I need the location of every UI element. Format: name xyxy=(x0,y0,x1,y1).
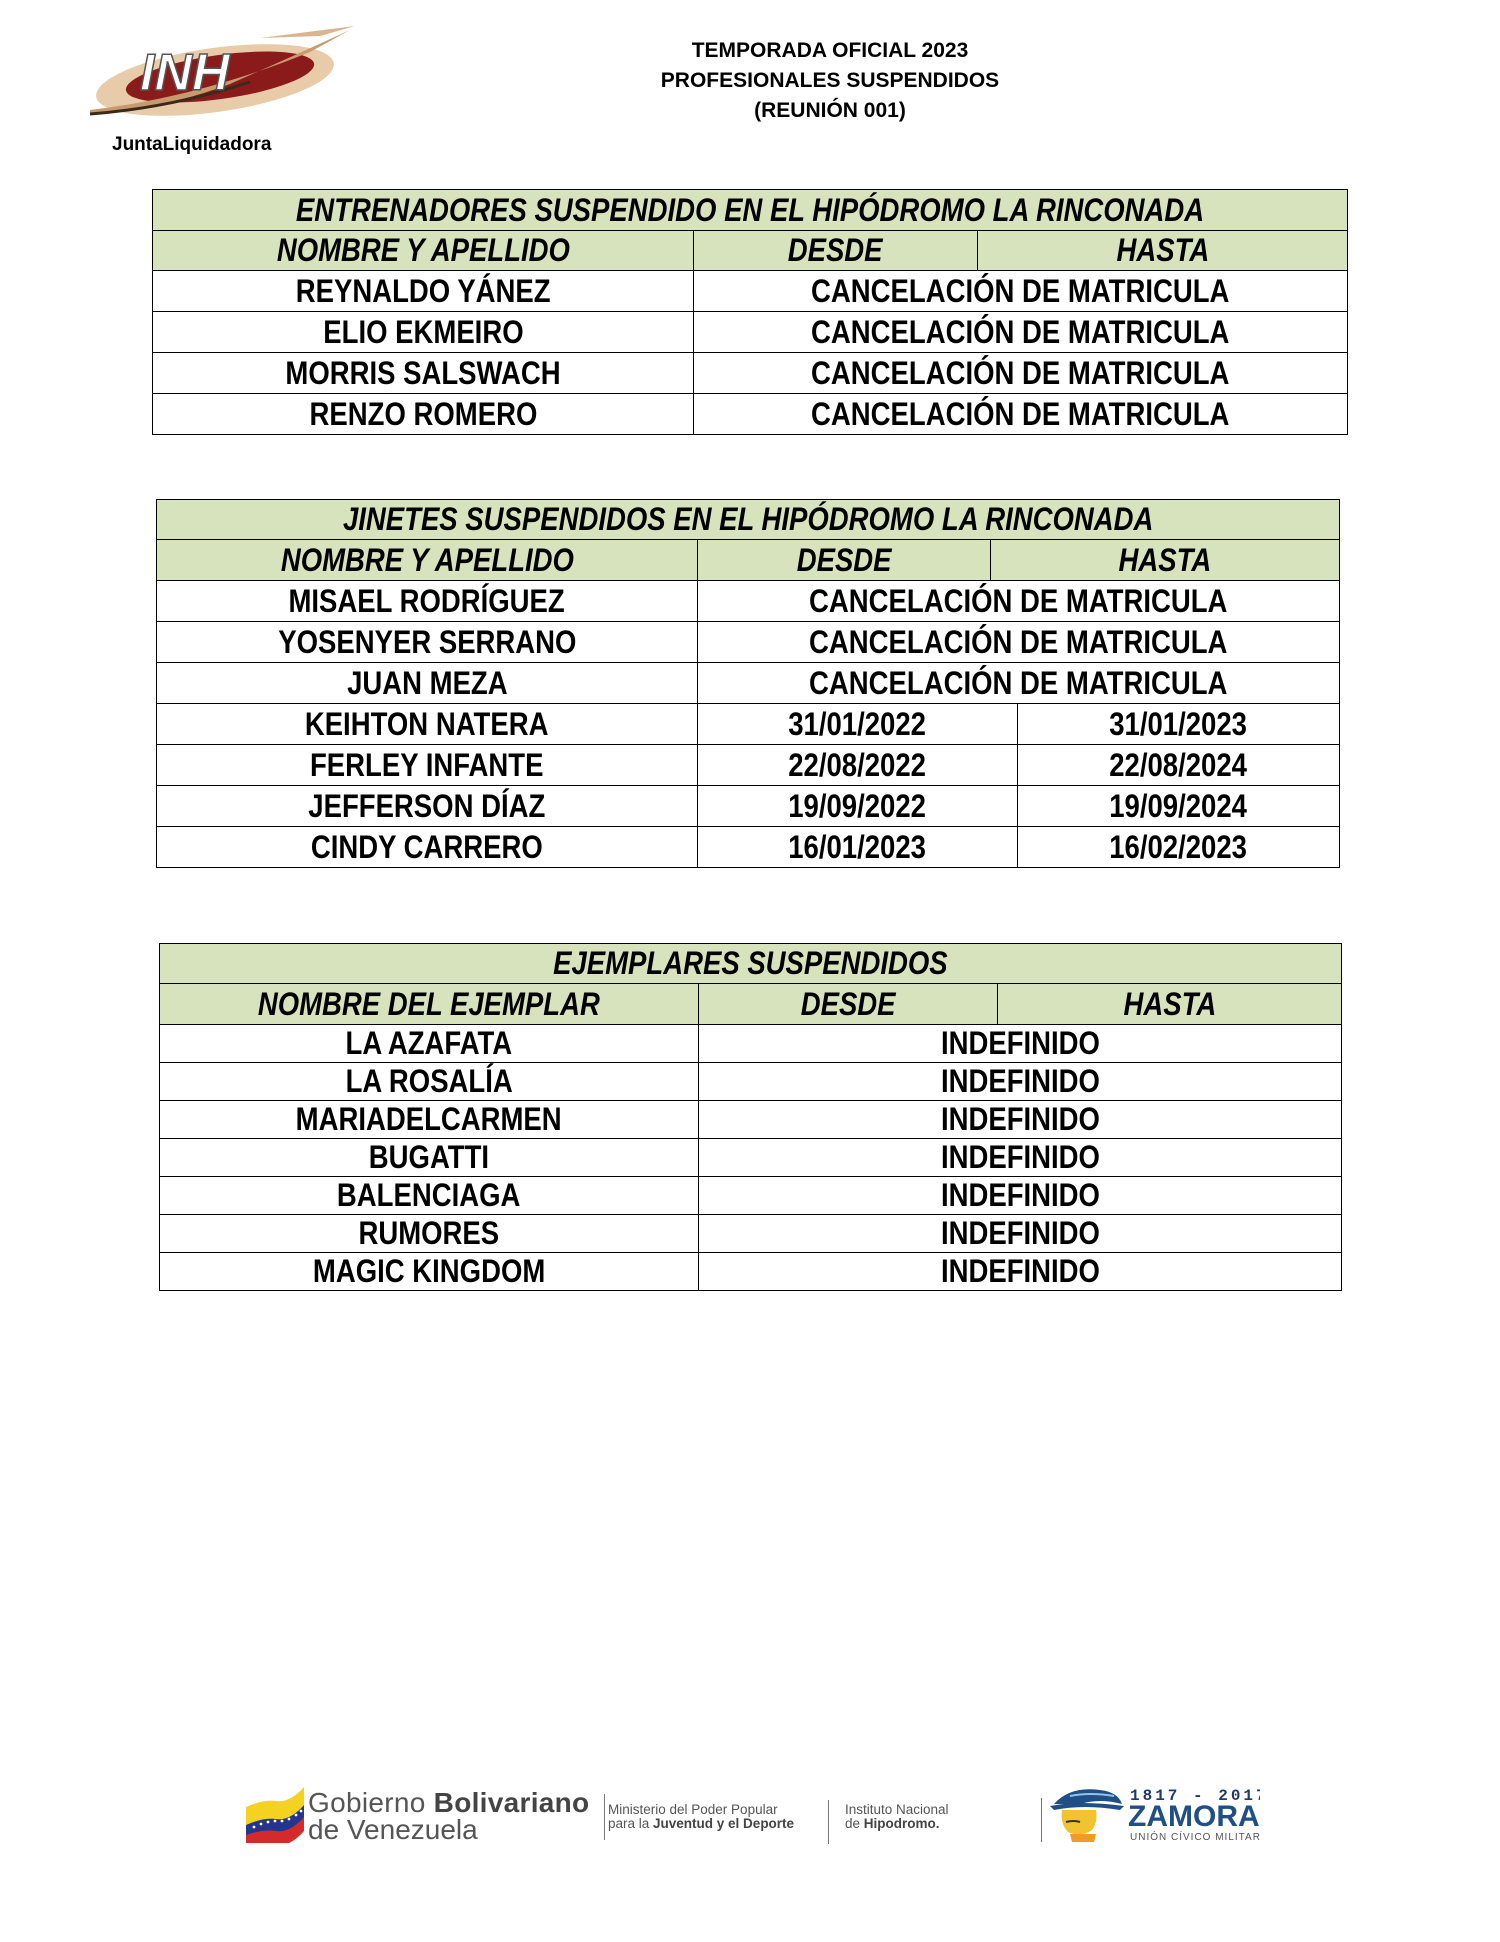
cell-name: FERLEY INFANTE xyxy=(157,745,698,786)
cell-name: RENZO ROMERO xyxy=(153,394,694,435)
table-row xyxy=(157,745,1340,786)
cell-name: CINDY CARRERO xyxy=(157,827,698,868)
title-line-subject: PROFESIONALES SUSPENDIDOS xyxy=(660,69,1000,92)
zamora-logo-icon xyxy=(1040,1778,1260,1848)
cell-name: BUGATTI xyxy=(160,1139,699,1177)
cell-hasta: 31/01/2023 xyxy=(1018,704,1340,745)
ejemplares-table xyxy=(159,943,1342,1291)
footer-divider xyxy=(604,1794,605,1840)
column-header-name: NOMBRE Y APELLIDO xyxy=(153,231,694,271)
cell-status: CANCELACIÓN DE MATRICULA xyxy=(694,394,1348,435)
svg-text:1817 - 2017: 1817 - 2017 xyxy=(1130,1787,1260,1805)
table-row xyxy=(153,394,1348,435)
cell-name: ELIO EKMEIRO xyxy=(153,312,694,353)
table-row xyxy=(160,1177,1342,1215)
table-row xyxy=(160,1253,1342,1291)
cell-status: INDEFINIDO xyxy=(699,1063,1342,1101)
cell-name: MARIADELCARMEN xyxy=(160,1101,699,1139)
table-row xyxy=(160,1025,1342,1063)
table-row xyxy=(157,581,1340,622)
table-row xyxy=(157,704,1340,745)
inh-logo-icon xyxy=(80,22,355,127)
column-header-hasta: HASTA xyxy=(991,540,1340,581)
inh-logo xyxy=(80,22,355,127)
table-title: JINETES SUSPENDIDOS EN EL HIPÓDROMO LA RINCONADA xyxy=(157,500,1340,540)
column-header-desde: DESDE xyxy=(694,231,978,271)
cell-name: JEFFERSON DÍAZ xyxy=(157,786,698,827)
instituto-line2: de Hipodromo. xyxy=(845,1816,940,1831)
title-line-season: TEMPORADA OFICIAL 2023 xyxy=(691,39,969,62)
cell-status: INDEFINIDO xyxy=(699,1025,1342,1063)
table-title: EJEMPLARES SUSPENDIDOS xyxy=(160,944,1342,984)
cell-status: CANCELACIÓN DE MATRICULA xyxy=(698,581,1340,622)
table-row xyxy=(157,663,1340,704)
column-header-hasta: HASTA xyxy=(978,231,1348,271)
svg-text:INH: INH xyxy=(140,44,230,102)
table-row xyxy=(160,1215,1342,1253)
document-title xyxy=(580,36,1080,126)
table-row xyxy=(160,1139,1342,1177)
table-row xyxy=(160,1063,1342,1101)
entrenadores-table xyxy=(152,189,1348,435)
cell-name: KEIHTON NATERA xyxy=(157,704,698,745)
cell-status: INDEFINIDO xyxy=(699,1215,1342,1253)
cell-desde: 19/09/2022 xyxy=(698,786,1018,827)
title-line-meeting: (REUNIÓN 001) xyxy=(754,99,906,122)
cell-status: CANCELACIÓN DE MATRICULA xyxy=(698,663,1340,704)
cell-status: INDEFINIDO xyxy=(699,1253,1342,1291)
instituto-line1: Instituto Nacional xyxy=(845,1802,949,1817)
footer-divider xyxy=(828,1800,829,1844)
cell-status: CANCELACIÓN DE MATRICULA xyxy=(694,353,1348,394)
column-header-desde: DESDE xyxy=(699,984,998,1025)
table-row xyxy=(153,353,1348,394)
cell-hasta: 16/02/2023 xyxy=(1018,827,1340,868)
cell-desde: 22/08/2022 xyxy=(698,745,1018,786)
gobierno-bolivariano-line2: de Venezuela xyxy=(308,1814,478,1845)
cell-name: YOSENYER SERRANO xyxy=(157,622,698,663)
cell-status: CANCELACIÓN DE MATRICULA xyxy=(698,622,1340,663)
cell-name: JUAN MEZA xyxy=(157,663,698,704)
cell-name: LA AZAFATA xyxy=(160,1025,699,1063)
table-title: ENTRENADORES SUSPENDIDO EN EL HIPÓDROMO LA RINCONADA xyxy=(153,190,1348,231)
cell-desde: 31/01/2022 xyxy=(698,704,1018,745)
cell-hasta: 22/08/2024 xyxy=(1018,745,1340,786)
zamora-logo xyxy=(1040,1778,1260,1848)
column-header-desde: DESDE xyxy=(698,540,991,581)
cell-hasta: 19/09/2024 xyxy=(1018,786,1340,827)
gobierno-bolivariano-line1: Gobierno Bolivariano xyxy=(308,1787,590,1818)
svg-text:UNIÓN CÍVICO MILITAR: UNIÓN CÍVICO MILITAR xyxy=(1130,1832,1260,1843)
cell-name: BALENCIAGA xyxy=(160,1177,699,1215)
jinetes-table xyxy=(156,499,1340,868)
ministerio-line2: para la Juventud y el Deporte xyxy=(608,1816,795,1831)
cell-status: CANCELACIÓN DE MATRICULA xyxy=(694,271,1348,312)
venezuela-flag-icon xyxy=(244,1785,306,1843)
cell-status: INDEFINIDO xyxy=(699,1101,1342,1139)
cell-name: LA ROSALÍA xyxy=(160,1063,699,1101)
cell-name: REYNALDO YÁNEZ xyxy=(153,271,694,312)
svg-text:ZAMORA: ZAMORA xyxy=(1128,1800,1260,1833)
table-row xyxy=(157,622,1340,663)
cell-name: RUMORES xyxy=(160,1215,699,1253)
table-row xyxy=(157,827,1340,868)
table-row xyxy=(160,1101,1342,1139)
cell-desde: 16/01/2023 xyxy=(698,827,1018,868)
table-row xyxy=(153,312,1348,353)
cell-name: MISAEL RODRÍGUEZ xyxy=(157,581,698,622)
column-header-name: NOMBRE Y APELLIDO xyxy=(157,540,698,581)
table-row xyxy=(153,271,1348,312)
cell-status: CANCELACIÓN DE MATRICULA xyxy=(694,312,1348,353)
column-header-name: NOMBRE DEL EJEMPLAR xyxy=(160,984,699,1025)
ministerio-line1: Ministerio del Poder Popular xyxy=(608,1802,778,1817)
cell-name: MAGIC KINGDOM xyxy=(160,1253,699,1291)
cell-status: INDEFINIDO xyxy=(699,1139,1342,1177)
junta-liquidadora-label: JuntaLiquidadora xyxy=(112,134,272,155)
cell-status: INDEFINIDO xyxy=(699,1177,1342,1215)
cell-name: MORRIS SALSWACH xyxy=(153,353,694,394)
column-header-hasta: HASTA xyxy=(998,984,1342,1025)
table-row xyxy=(157,786,1340,827)
